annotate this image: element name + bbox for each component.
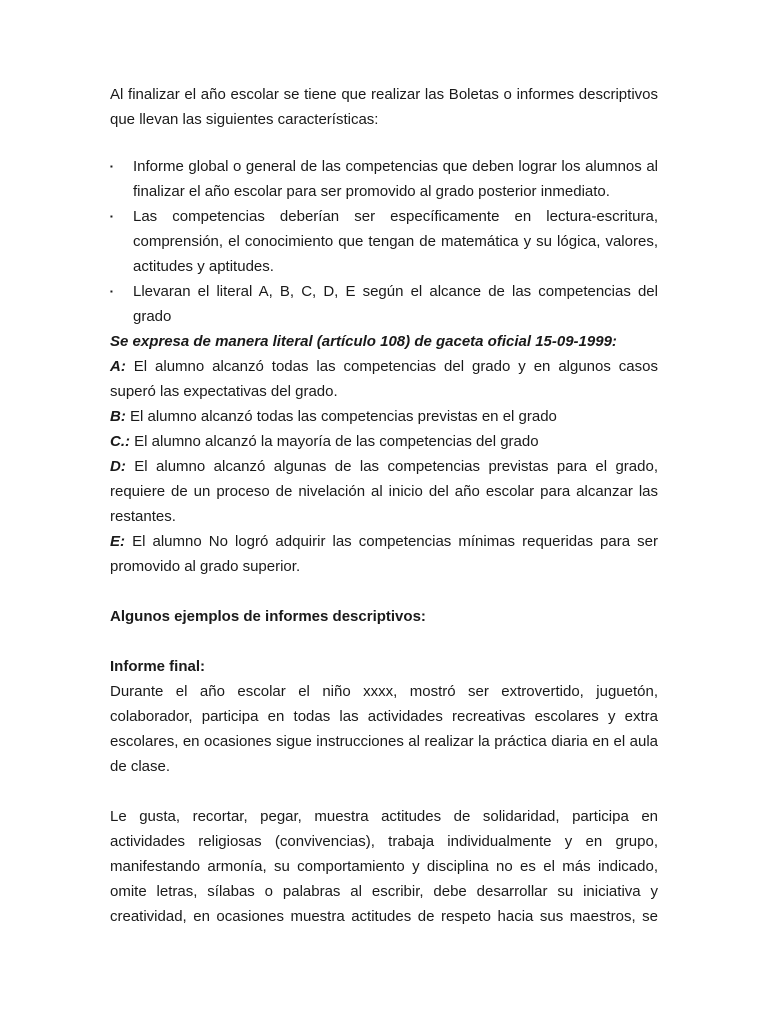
document-page xyxy=(110,82,658,929)
literal-text: El alumno alcanzó algunas de las competencias previstas para el grado, requiere de un proceso de nivelación al inicio del año escolar para alcanzar las restantes. xyxy=(110,458,658,525)
list-item-text: Las competencias deberían ser específicamente en lectura-escritura, comprensión, el conocimiento que tengan de matemática y su lógica, valores, actitudes y aptitudes. xyxy=(133,208,658,275)
list-item xyxy=(110,154,658,204)
literal-letter: E: xyxy=(110,533,125,550)
bullet-icon: ▪ xyxy=(110,212,113,221)
literal-letter: D: xyxy=(110,458,126,475)
literal-letter: C.: xyxy=(110,433,130,450)
spacer xyxy=(110,579,658,604)
bullet-icon: ▪ xyxy=(110,162,113,171)
literal-text: El alumno alcanzó todas las competencias del grado y en algunos casos superó las expectativas del grado. xyxy=(110,358,658,400)
literal-letter: A: xyxy=(110,358,126,375)
literal-letter: B: xyxy=(110,408,126,425)
spacer xyxy=(110,779,658,804)
literal-text: El alumno No logró adquirir las competencias mínimas requeridas para ser promovido al grado superior. xyxy=(110,533,658,575)
final-report-paragraph: Durante el año escolar el niño xxxx, mostró ser extrovertido, juguetón, colaborador, participa en todas las actividades recreativas escolares y extra escolares, en ocasiones sigue instrucciones al realizar la práctica diaria en el aula de clase. xyxy=(110,683,658,775)
list-item-text: Llevaran el literal A, B, C, D, E según el alcance de las competencias del grado xyxy=(133,283,658,325)
list-item xyxy=(110,279,658,329)
spacer xyxy=(110,629,658,654)
literal-b xyxy=(110,404,658,429)
examples-heading: Algunos ejemplos de informes descriptivos: xyxy=(110,608,426,625)
literal-heading: Se expresa de manera literal (artículo 108) de gaceta oficial 15-09-1999: xyxy=(110,333,617,350)
literal-text: El alumno alcanzó todas las competencias previstas en el grado xyxy=(125,408,557,425)
list-item-text: Informe global o general de las competencias que deben lograr los alumnos al finalizar el año escolar para ser promovido al grado posterior inmediato. xyxy=(133,158,658,200)
literal-a xyxy=(110,354,658,404)
final-report-heading: Informe final: xyxy=(110,658,206,675)
literal-c xyxy=(110,429,658,454)
bullet-icon: ▪ xyxy=(110,287,113,296)
second-paragraph: Le gusta, recortar, pegar, muestra actitudes de solidaridad, participa en actividades religiosas (convivencias), trabaja individualmente y en grupo, manifestando armonía, su comportamiento y disciplina no es el más indicado, omite letras, sílabas o palabras al escribir, debe desarrollar su iniciativa y creatividad, en ocasiones muestra actitudes de respeto hacia sus maestros, se xyxy=(110,808,658,925)
literal-e xyxy=(110,529,658,579)
list-item xyxy=(110,204,658,279)
literal-text: El alumno alcanzó la mayoría de las competencias del grado xyxy=(130,433,539,450)
characteristics-list xyxy=(110,154,658,329)
intro-paragraph: Al finalizar el año escolar se tiene que realizar las Boletas o informes descriptivos que llevan las siguientes características: xyxy=(110,86,658,128)
literal-d xyxy=(110,454,658,529)
